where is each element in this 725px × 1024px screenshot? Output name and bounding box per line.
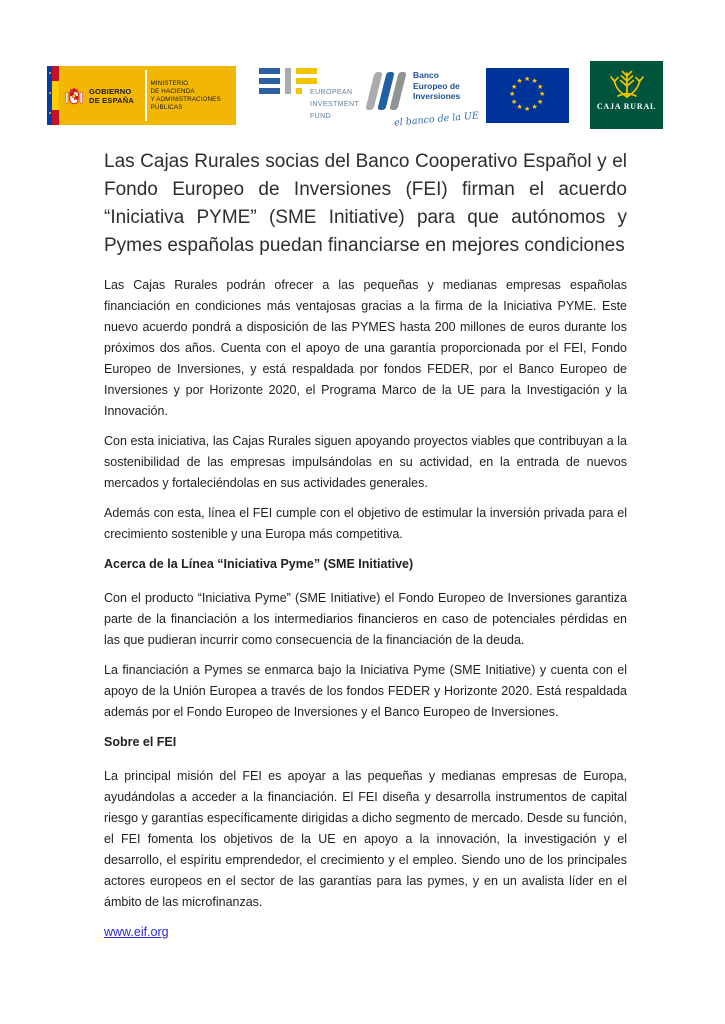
eu-star-icon: ★ [516, 103, 523, 111]
gobierno-label: GOBIERNO DE ESPAÑA [89, 86, 135, 105]
logo-banco-europeo-inversiones [368, 70, 478, 136]
ministry-label: MINISTERIO DE HACIENDA Y ADMINISTRACIONES PÚBLICAS [150, 79, 221, 111]
wheat-icon [607, 67, 647, 99]
eu-star-icon: ★ [511, 83, 518, 91]
spain-coat-of-arms-icon [59, 66, 89, 125]
logo-divider [145, 70, 147, 121]
eib-mark-icon [368, 72, 404, 112]
section-heading-sobre-el-fei: Sobre el FEI [104, 735, 177, 749]
eu-star-icon: ★ [509, 91, 516, 98]
eif-website-link[interactable]: www.eif.org [104, 925, 169, 939]
eu-star-icon: ★ [516, 78, 523, 85]
logo-header [0, 0, 725, 150]
logo-eu-flag [486, 68, 569, 123]
eu-star-icon: ★ [536, 83, 544, 91]
eu-star-icon: ★ [531, 103, 538, 111]
paragraph-2: Con esta iniciativa, las Cajas Rurales siguen apoyando proyectos viables que contribuyan a la sostenibilidad de las empresas impulsándolas en su actividad, en la entrada de nuevos mercados y fortaleciéndolas en sus actividades generales. [104, 434, 627, 490]
caja-rural-label: CAJA RURAL [596, 102, 657, 111]
eu-star-icon: ★ [524, 76, 531, 83]
eu-star-icon: ★ [531, 78, 538, 85]
document-title: Las Cajas Rurales socias del Banco Cooperativo Español y el Fondo Europeo de Inversiones (FEI) firman el acuerdo “Iniciativa PYME” (SME Initiative) para que autónomos y Pymes españolas puedan financiarse en mejores condiciones [104, 151, 627, 256]
logo-gobierno-espana [47, 66, 236, 125]
paragraph-1: Las Cajas Rurales podrán ofrecer a las pequeñas y medianas empresas españolas financiación en condiciones más ventajosas gracias a la firma de la Iniciativa PYME. Este nuevo acuerdo pondrá a disposición de las PYMES hasta 200 millones de euros durante los próximos dos años. Cuenta con el apoyo de una garantía proporcionada por el FEI, Fondo Europeo de Inversiones, y está respaldada por fondos FEDER, por el Banco Europeo de Inversiones y por Horizonte 2020, el Programa Marco de la UE para la Investigación y la Innovación. [104, 278, 627, 418]
spain-eu-flag-strip-icon [47, 66, 59, 125]
logo-european-investment-fund [259, 68, 364, 130]
section-heading-iniciativa-pyme: Acerca de la Línea “Iniciativa Pyme” (SME Initiative) [104, 557, 414, 571]
eif-wordmark: EUROPEAN INVESTMENT FUND [310, 89, 360, 120]
logo-caja-rural [590, 61, 663, 129]
eib-tagline: el banco de la UE [393, 110, 480, 129]
document-content [104, 148, 627, 941]
eu-star-icon: ★ [536, 98, 544, 106]
eu-star-icon: ★ [524, 106, 531, 113]
paragraph-5: La financiación a Pymes se enmarca bajo la Iniciativa Pyme (SME Initiative) y cuenta con el apoyo de la Unión Europea a través de los fondos FEDER y Horizonte 2020. Está respaldada además por el Fondo Europeo de Inversiones y el Banco Europeo de Inversiones. [104, 663, 627, 719]
paragraph-4: Con el producto “Iniciativa Pyme” (SME Initiative) el Fondo Europeo de Inversiones garantiza parte de la financiación a los intermediarios financieros en caso de potenciales pérdidas en las que pudieran incurrir como consecuencia de la financiación de la deuda. [104, 591, 627, 647]
paragraph-6: La principal misión del FEI es apoyar a las pequeñas y medianas empresas de Europa, ayudándolas a acceder a la financiación. El FEI diseña y desarrolla instrumentos de capital riesgo y garantías específicamente dirigidas a dicho segmento de mercado. Desde su función, el FEI fomenta los objetivos de la UE en apoyo a la innovación, la investigación y el desarrollo, el espíritu emprendedor, el crecimiento y el empleo. Siendo uno de los principales actores europeos en el sector de las garantías para las pymes, y en un avalista líder en el ámbito de las microfinanzas. [104, 769, 627, 909]
eu-star-icon: ★ [539, 91, 546, 98]
eu-star-icon: ★ [511, 98, 518, 106]
eib-wordmark: Banco Europeo de Inversiones [413, 70, 461, 101]
paragraph-3: Además con esta, línea el FEI cumple con el objetivo de estimular la inversión privada para el crecimiento sostenible y una Europa más competitiva. [104, 506, 627, 541]
